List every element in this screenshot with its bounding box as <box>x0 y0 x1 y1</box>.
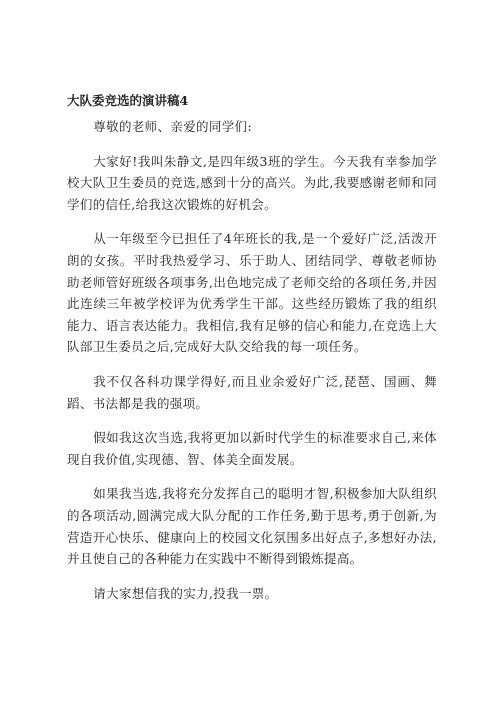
paragraph-introduction: 大家好!我叫朱静文,是四年级3班的学生。今天我有幸参加学校大队卫生委员的竞选,感到十分的高兴。为此,我要感谢老师和同学们的信任,给我这次锻炼的好机会。 <box>67 153 437 212</box>
paragraph-greeting: 尊敬的老师、亲爱的同学们: <box>93 119 253 134</box>
paragraph-if-elected: 假如我这次当选,我将更加以新时代学生的标准要求自己,来体现自我价值,实现德、智、体美全面发展。 <box>67 430 437 467</box>
paragraph-closing: 请大家想信我的实力,投我一票。 <box>93 585 278 601</box>
document-title: 大队委竞选的演讲稿4 <box>67 93 189 108</box>
document-body <box>67 116 437 617</box>
paragraph-hobbies: 我不仅各科功课学得好,而且业余爱好广泛,琵琶、国画、舞蹈、书法都是我的强项。 <box>67 373 437 411</box>
paragraph-plans: 如果我当选,我将充分发挥自己的聪明才智,积极参加大队组织的各项活动,圆满完成大队分配的工作任务,勤于思考,勇于创新,为营造开心快乐、健康向上的校园文化氛围多出好点子,多想好办法,并且使自己的各种能力在实践中不断得到锻炼提高。 <box>67 486 437 567</box>
paragraph-experience: 从一年级至今已担任了4年班长的我,是一个爱好广泛,活泼开朗的女孩。平时我热爱学习、乐于助人、团结同学、尊敬老师协助老师管好班级各项事务,出色地完成了老师交给的各项任务,并因此连续三年被学校评为优秀学生干部。这些经历锻炼了我的组织能力、语言表达能力。我相信,我有足够的信心和能力,在竞选上大队部卫生委员之后,完成好大队交给我的每一项任务。 <box>67 231 437 355</box>
